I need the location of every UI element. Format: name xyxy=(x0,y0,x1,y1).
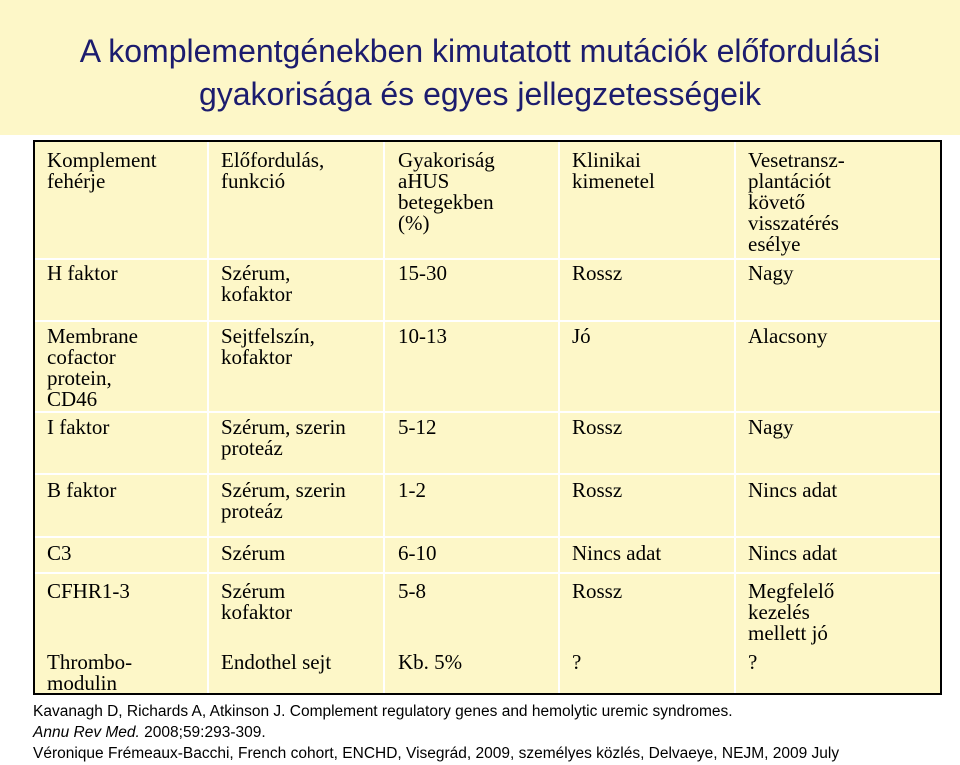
reference-citation: 2008;59:293-309. xyxy=(139,724,266,741)
table-cell-recurrence: Nincs adat xyxy=(748,478,838,502)
row-divider xyxy=(35,536,940,538)
column-divider xyxy=(558,142,560,693)
column-divider xyxy=(734,142,736,693)
title-line-2: gyakorisága és egyes jellegzetességeik xyxy=(198,76,762,112)
slide-title xyxy=(0,30,960,116)
table-cell-recurrence: Megfelelő kezelés mellett jó xyxy=(748,579,835,645)
references xyxy=(33,701,953,764)
row-divider xyxy=(35,473,940,475)
row-divider xyxy=(35,258,940,260)
table-cell-recurrence: Nagy xyxy=(748,415,794,439)
table-cell-outcome: Nincs adat xyxy=(572,541,662,565)
header-occurrence: Előfordulás, funkció xyxy=(221,148,325,193)
reference-line-1: Kavanagh D, Richards A, Atkinson J. Complement regulatory genes and hemolytic uremic syndromes. xyxy=(33,703,733,720)
table-cell-outcome: ? xyxy=(572,650,582,674)
table-cell-frequency: 1-2 xyxy=(398,478,426,502)
table-cell-occurrence: Szérum, kofaktor xyxy=(221,261,293,306)
header-protein: Komplement fehérje xyxy=(47,148,157,193)
table-cell-recurrence: Alacsony xyxy=(748,324,828,348)
table-cell-protein: Membrane cofactor protein, CD46 xyxy=(47,324,138,411)
table-cell-frequency: Kb. 5% xyxy=(398,650,463,674)
table-cell-occurrence: Sejtfelszín, kofaktor xyxy=(221,324,315,369)
title-line-1: A komplementgénekben kimutatott mutációk előfordulási xyxy=(79,33,881,69)
column-divider xyxy=(207,142,209,693)
table-cell-recurrence: ? xyxy=(748,650,758,674)
table-cell-occurrence: Szérum kofaktor xyxy=(221,579,293,624)
table-cell-occurrence: Szérum xyxy=(221,541,286,565)
row-divider xyxy=(35,320,940,322)
table-cell-occurrence: Szérum, szerin proteáz xyxy=(221,415,346,460)
column-divider xyxy=(383,142,385,693)
table-cell-protein: Thrombo- modulin xyxy=(47,650,133,695)
table-cell-protein: C3 xyxy=(47,541,72,565)
reference-journal: Annu Rev Med. xyxy=(33,724,140,741)
table-cell-protein: B faktor xyxy=(47,478,117,502)
table-cell-frequency: 15-30 xyxy=(398,261,447,285)
table-cell-frequency: 6-10 xyxy=(398,541,437,565)
mutation-table xyxy=(33,140,942,695)
table-cell-outcome: Jó xyxy=(572,324,591,348)
table-cell-protein: H faktor xyxy=(47,261,118,285)
table-cell-protein: I faktor xyxy=(47,415,110,439)
table-cell-recurrence: Nagy xyxy=(748,261,794,285)
table-cell-outcome: Rossz xyxy=(572,261,623,285)
reference-line-2 xyxy=(33,722,953,743)
header-outcome: Klinikai kimenetel xyxy=(572,148,655,193)
header-recurrence: Vesetransz- plantációt követő visszatérés esélye xyxy=(748,148,845,256)
table-cell-occurrence: Endothel sejt xyxy=(221,650,332,674)
table-cell-frequency: 10-13 xyxy=(398,324,447,348)
table-cell-frequency: 5-8 xyxy=(398,579,426,603)
table-cell-occurrence: Szérum, szerin proteáz xyxy=(221,478,346,523)
header-frequency: Gyakoriság aHUS betegekben (%) xyxy=(398,148,495,235)
table-cell-protein: CFHR1-3 xyxy=(47,579,130,603)
table-cell-frequency: 5-12 xyxy=(398,415,437,439)
row-divider xyxy=(35,572,940,574)
table-cell-outcome: Rossz xyxy=(572,579,623,603)
table-cell-recurrence: Nincs adat xyxy=(748,541,838,565)
table-cell-outcome: Rossz xyxy=(572,415,623,439)
table-cell-outcome: Rossz xyxy=(572,478,623,502)
row-divider xyxy=(35,411,940,413)
reference-line-3: Véronique Frémeaux-Bacchi, French cohort, ENCHD, Visegrád, 2009, személyes közlés, Delvaeye, NEJM, 2009 July xyxy=(33,745,840,762)
